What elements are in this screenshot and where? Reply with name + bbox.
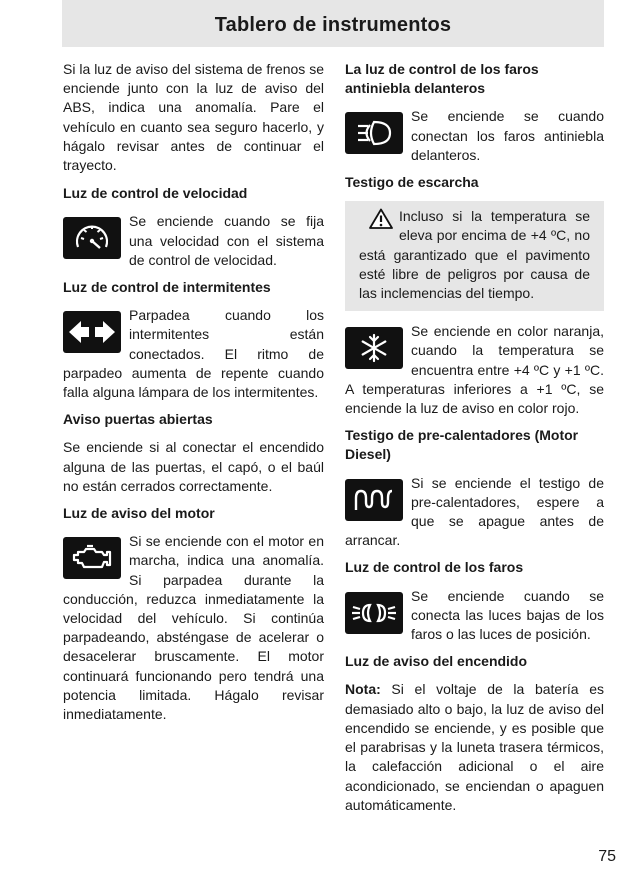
warning-triangle-icon <box>369 208 393 234</box>
glow-plug-section <box>345 426 604 550</box>
engine-warning-section <box>63 504 324 724</box>
note-label: Nota: <box>345 681 381 698</box>
doors-open-heading: Aviso puertas abiertas <box>63 411 213 428</box>
page-number: 75 <box>598 848 616 865</box>
speed-control-heading: Luz de control de velocidad <box>63 185 248 202</box>
fog-lights-text: Se enciende se cuando conectan los faros antiniebla delanteros. <box>411 108 604 163</box>
page-title: Tablero de instrumentos <box>214 14 452 36</box>
headlights-heading: Luz de control de los faros <box>345 559 524 576</box>
glow-plug-icon <box>345 479 403 521</box>
glow-plug-text: Si se enciende el testigo de pre-calentadores, espere a que se apague antes de arrancar. <box>345 474 604 549</box>
fog-lights-heading: La luz de control de los faros antiniebla delanteros <box>345 61 539 97</box>
frost-warning-box <box>345 201 604 311</box>
frost-heading: Testigo de escarcha <box>345 174 479 191</box>
side-lights-icon <box>345 592 403 634</box>
ignition-note <box>345 680 604 814</box>
headlights-section <box>345 558 604 644</box>
left-column <box>63 60 324 732</box>
frost-text: Se enciende en color naranja, cuando la temperatura se encuentra entre +4 ºC y +1 ºC. A temperaturas inferiores a +1 ºC, se enciende la luz de aviso en color rojo. <box>345 323 604 417</box>
speed-control-text: Se enciende cuando se fija una velocidad con el sistema de control de velocidad. <box>129 213 324 268</box>
fog-lights-section <box>345 60 604 165</box>
headlights-text: Se enciende cuando se conecta las luces bajas de los faros o las luces de posición. <box>411 587 604 643</box>
doors-open-section <box>63 410 324 496</box>
engine-warning-text: Si se enciende con el motor en marcha, indica una anomalía. Si parpadea durante la conducción, reduzca inmediatamente la velocidad del vehículo. Si continúa parpadeando, absténgase de acelerar o desacelerar bruscamente. El motor continuará funcionando pero tendrá una potencia limitada. Hágalo revisar inmediatamente. <box>63 533 324 723</box>
glow-plug-heading: Testigo de pre-calentadores (Motor Diesel) <box>345 427 579 463</box>
front-fog-light-icon <box>345 112 403 154</box>
engine-warning-heading: Luz de aviso del motor <box>63 505 215 522</box>
frost-section <box>345 173 604 418</box>
right-column <box>345 60 604 823</box>
brake-abs-paragraph: Si la luz de aviso del sistema de frenos se enciende junto con la luz de aviso del ABS, indica una anomalía. Pare el vehículo en cuanto sea seguro hacerlo, y hágalo revisar antes de continuar el trayecto. <box>63 61 324 174</box>
speed-control-section <box>63 184 324 270</box>
ignition-note-text: Si el voltaje de la batería es demasiado alto o bajo, la luz de aviso del encendido se enciende, y es posible que el parabrisas y la luneta trasera térmicos, la calefacción adicional o el aire acondicionado, se enciendan o apaguen automáticamente. <box>345 681 604 813</box>
ignition-heading: Luz de aviso del encendido <box>345 653 528 670</box>
ignition-section <box>345 652 604 815</box>
turn-signal-heading: Luz de control de intermitentes <box>63 279 271 296</box>
turn-signal-text: Parpadea cuando los intermitentes están conectados. El ritmo de parpadeo aumenta de repente cuando falla alguna lámpara de los intermitentes. <box>63 307 324 401</box>
frost-warning-text: Incluso si la temperatura se eleva por encima de +4 ºC, no está garantizado que el pavimento esté libre de peligros por causa de las inclemencias del tiempo. <box>359 208 590 302</box>
turn-signal-arrows-icon <box>63 311 121 353</box>
snowflake-icon <box>345 327 403 369</box>
doors-open-text: Se enciende si al conectar el encendido alguna de las puertas, el capó, o el baúl no están cerrados correctamente. <box>63 439 324 494</box>
speedometer-icon <box>63 217 121 259</box>
page-header <box>62 0 604 47</box>
engine-icon <box>63 537 121 579</box>
turn-signal-section <box>63 278 324 402</box>
